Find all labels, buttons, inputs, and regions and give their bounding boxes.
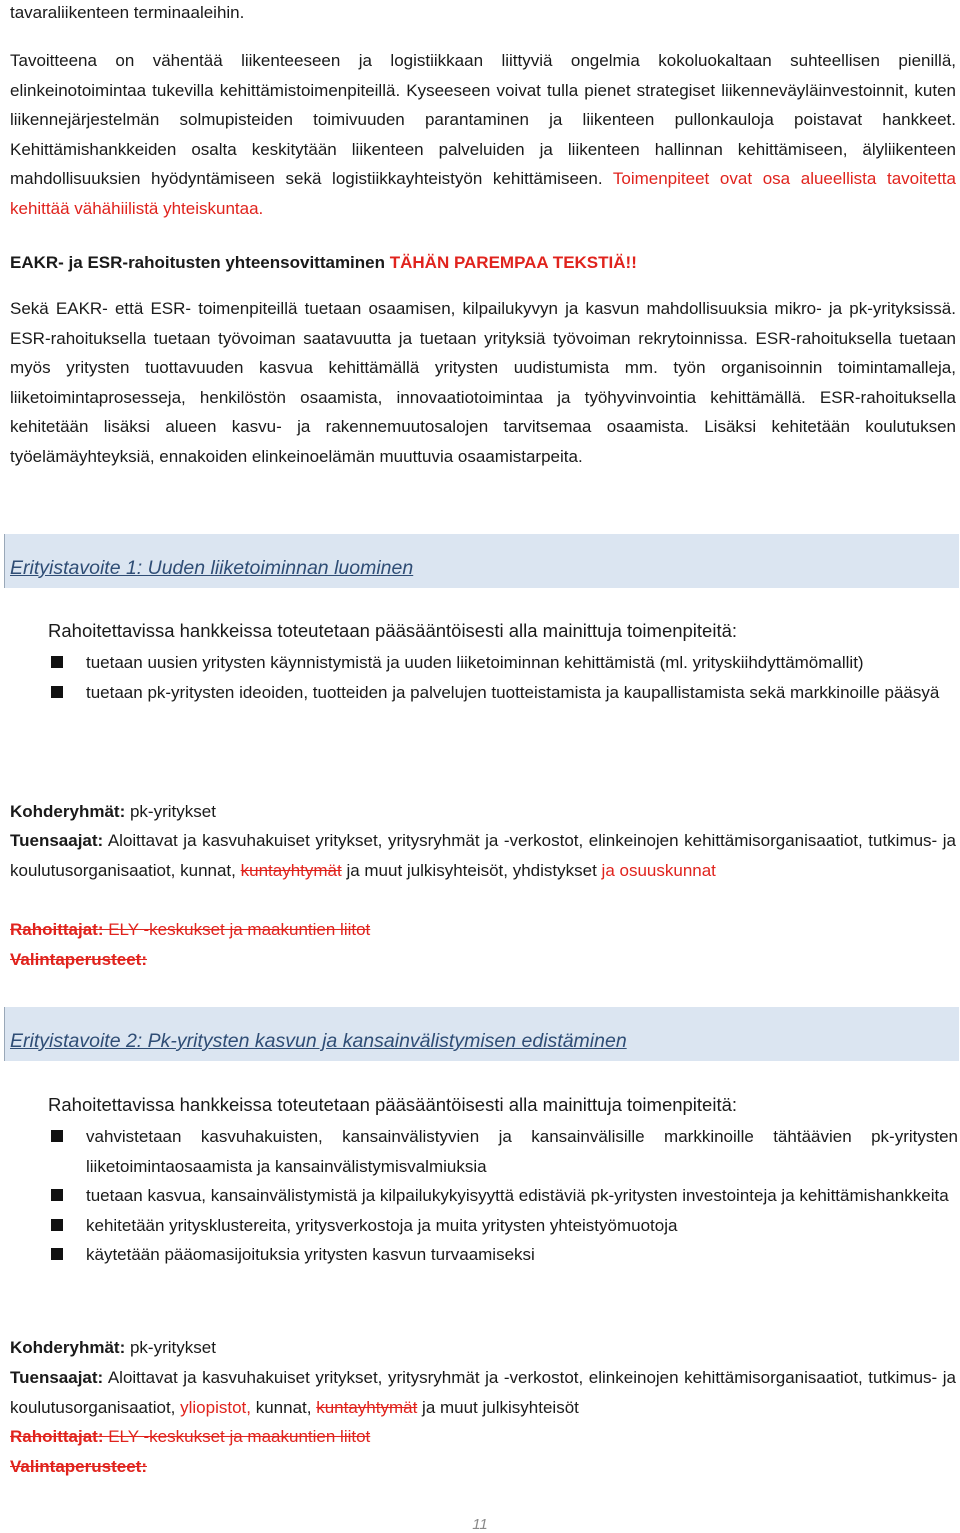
rahoittajat-value: ELY -keskukset ja maakuntien liitot bbox=[103, 1427, 371, 1446]
tuensaajat-text-2: kunnat, bbox=[250, 1397, 317, 1417]
section2-kohderyhmat bbox=[10, 1333, 956, 1363]
list-item bbox=[48, 1211, 958, 1241]
eakr-esr-paragraph: Sekä EAKR- että ESR- toimenpiteillä tuetaan osaamisen, kilpailukyvyn ja kasvun mahdollisuuksia mikro- ja pk-yrityksissä. ESR-rahoituksella tuetaan työvoiman saatavuutta ja tuetaan yrityksiä työvoiman rekrytoinnissa. ESR-rahoituksella tuetaan myös yritysten tuottavuuden kasvua kehittämällä yritysten uudistumista mm. työn organisoinnin toimintamalleja, liiketoimintaprosesseja, henkilöstön osaamista, innovaatiotoimintaa ja työhyvinvointia kehittämällä. ESR-rahoituksella kehitetään lisäksi alueen kasvu- ja rakennemuutosalojen tarvitsemaa osaamista. Lisäksi kehitetään koulutuksen työelämäyhteyksiä, ennakoiden elinkeinoelämän muuttuvia osaamistarpeita. bbox=[10, 299, 956, 466]
list-item-text: tuetaan pk-yritysten ideoiden, tuotteiden ja palvelujen tuotteistamista ja kaupallistamista sekä markkinoille pääsyä bbox=[86, 682, 940, 702]
section1-valintaperusteet: Valintaperusteet: bbox=[10, 950, 147, 969]
list-item bbox=[48, 678, 958, 708]
section2-bullet-list bbox=[48, 1122, 958, 1270]
rahoittajat-label: Rahoittajat: bbox=[10, 1427, 104, 1446]
section2-lead: Rahoitettavissa hankkeissa toteutetaan pääsääntöisesti alla mainittuja toimenpiteitä: bbox=[48, 1094, 738, 1115]
section2-valintaperusteet: Valintaperusteet: bbox=[10, 1457, 147, 1476]
tuensaajat-red: yliopistot, bbox=[180, 1397, 251, 1417]
tuensaajat-text: Aloittavat ja kasvuhakuiset yritykset, yritysryhmät ja -verkostot, elinkeinojen kehittämisorganisaatiot, tutkimus- ja koulutusorganisaatiot, kunnat, bbox=[10, 831, 956, 880]
list-item-text: tuetaan uusien yritysten käynnistymistä ja uuden liiketoiminnan kehittämistä (ml. yrityskiihdyttämömallit) bbox=[86, 653, 864, 672]
square-bullet-icon bbox=[51, 1248, 63, 1260]
intro-paragraph-text: Tavoitteena on vähentää liikenteeseen ja logistiikkaan liittyviä ongelmia kokoluokaltaan suhteellisen pienillä, elinkeinotoimintaa tukevilla kehittämistoimenpiteillä. Kyseeseen voivat tulla pienet strategiset liikenneväyläinvestoinnit, kuten liikennejärjestelmän solmupisteiden toimivuuden parantaminen ja liikenteen pullonkauloja poistavat hankkeet. Kehittämishankkeiden osalta keskitytään liikenteen palveluiden ja liikenteen hallinnan kehittämiseen, älyliikenteen mahdollisuuksien hyödyntämiseen sekä logistiikkayhteistyön kehittämiseen. bbox=[10, 51, 956, 189]
section1-bullet-list bbox=[48, 648, 958, 707]
section1-kohderyhmat bbox=[10, 797, 956, 827]
tuensaajat-label: Tuensaajat: bbox=[10, 831, 104, 850]
list-item-text: käytetään pääomasijoituksia yritysten kasvun turvaamiseksi bbox=[86, 1245, 535, 1265]
intro-line: tavaraliikenteen terminaaleihin. bbox=[10, 3, 245, 22]
square-bullet-icon bbox=[51, 1219, 63, 1231]
list-item bbox=[48, 1240, 958, 1270]
section1-title: Erityistavoite 1: Uuden liiketoiminnan luominen bbox=[10, 557, 414, 579]
list-item bbox=[48, 1122, 958, 1181]
kohderyhmat-value: pk-yritykset bbox=[125, 1338, 216, 1357]
kohderyhmat-label: Kohderyhmät: bbox=[10, 1338, 126, 1357]
square-bullet-icon bbox=[51, 656, 63, 668]
kohderyhmat-label: Kohderyhmät: bbox=[10, 802, 126, 821]
square-bullet-icon bbox=[51, 1189, 63, 1201]
tuensaajat-label: Tuensaajat: bbox=[10, 1368, 104, 1387]
list-item bbox=[48, 1181, 958, 1211]
rahoittajat-value: ELY -keskukset ja maakuntien liitot bbox=[103, 920, 371, 939]
tuensaajat-text: Aloittavat ja kasvuhakuiset yritykset, yritysryhmät ja -verkostot, elinkeinojen kehittämisorganisaatiot, tutkimus- ja koulutusorganisaatiot, bbox=[10, 1368, 956, 1417]
tuensaajat-struck: kuntayhtymät bbox=[240, 860, 342, 880]
kohderyhmat-value: pk-yritykset bbox=[125, 802, 216, 821]
square-bullet-icon bbox=[51, 1130, 63, 1142]
section2-title: Erityistavoite 2: Pk-yritysten kasvun ja kansainvälistymisen edistäminen bbox=[10, 1030, 627, 1052]
square-bullet-icon bbox=[51, 686, 63, 698]
eakr-esr-heading-red: TÄHÄN PAREMPAA TEKSTIÄ!! bbox=[389, 253, 637, 272]
section1-lead: Rahoitettavissa hankkeissa toteutetaan pääsääntöisesti alla mainittuja toimenpiteitä: bbox=[48, 620, 738, 641]
intro-paragraph-red: Toimenpiteet ovat osa alueellista tavoitetta kehittää vähähiilistä yhteiskuntaa. bbox=[10, 169, 956, 218]
list-item-text: tuetaan kasvua, kansainvälistymistä ja kilpailukykyisyyttä edistäviä pk-yritysten investointeja ja kehittämishankkeita bbox=[86, 1186, 949, 1206]
intro-paragraph bbox=[10, 46, 956, 224]
rahoittajat-label: Rahoittajat: bbox=[10, 920, 104, 939]
list-item bbox=[48, 648, 958, 678]
list-item-text: vahvistetaan kasvuhakuisten, kansainvälistyvien ja kansainvälisille markkinoille tähtäävien pk-yritysten liiketoimintaosaamista ja kansainvälistymisvalmiuksia bbox=[86, 1127, 958, 1176]
list-item-text: kehitetään yritysklustereita, yritysverkostoja ja muita yritysten yhteistyömuotoja bbox=[86, 1215, 678, 1235]
section1-rahoittajat bbox=[10, 915, 956, 945]
section2-tuensaajat bbox=[10, 1363, 956, 1422]
tuensaajat-struck: kuntayhtymät bbox=[316, 1397, 418, 1417]
tuensaajat-text-3: ja muut julkisyhteisöt bbox=[417, 1397, 579, 1417]
eakr-esr-heading bbox=[10, 248, 956, 278]
tuensaajat-red: ja osuuskunnat bbox=[601, 860, 716, 880]
tuensaajat-text-2: ja muut julkisyhteisöt, yhdistykset bbox=[341, 860, 602, 880]
section2-rahoittajat bbox=[10, 1422, 956, 1452]
page-number: 11 bbox=[472, 1516, 488, 1533]
section1-tuensaajat bbox=[10, 826, 956, 885]
eakr-esr-heading-text: EAKR- ja ESR-rahoitusten yhteensovittaminen bbox=[10, 253, 390, 272]
